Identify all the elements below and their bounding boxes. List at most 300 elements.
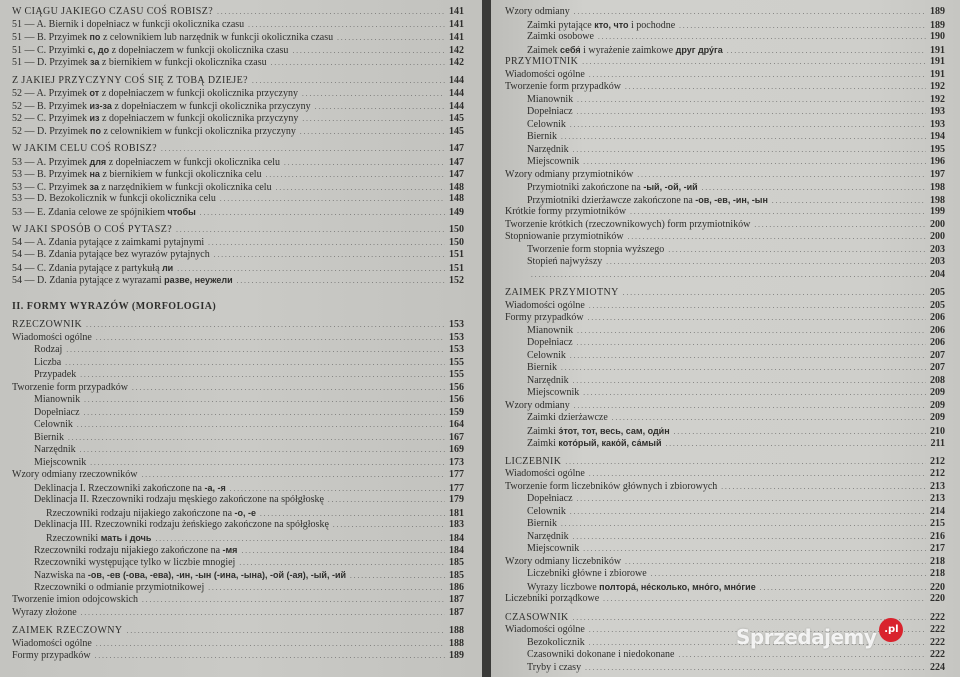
title-text: 53 — C. Przyimek bbox=[12, 181, 90, 193]
page-number: 153 bbox=[449, 331, 464, 343]
toc-entry bbox=[12, 482, 464, 495]
russian-term: кто, что bbox=[594, 19, 629, 30]
toc-entry bbox=[505, 219, 945, 232]
page-number: 191 bbox=[930, 56, 945, 67]
page-number: 156 bbox=[449, 394, 464, 405]
title-text: 51 — C. Przyimki bbox=[12, 44, 88, 56]
toc-entry-title bbox=[12, 274, 233, 288]
title-text: 52 — D. Przyimek bbox=[12, 125, 91, 137]
dot-leader bbox=[142, 594, 445, 607]
russian-term: разве, неужели bbox=[164, 275, 233, 285]
toc-entry bbox=[505, 543, 945, 556]
title-text: II. FORMY WYRAZÓW (MORFOLOGIA) bbox=[12, 300, 217, 312]
toc-entry-title bbox=[527, 156, 579, 169]
page-number: 185 bbox=[449, 570, 464, 581]
toc-entry bbox=[12, 112, 464, 125]
toc-entry-title bbox=[12, 6, 213, 19]
page-number: 148 bbox=[449, 193, 464, 204]
dot-leader bbox=[208, 582, 445, 595]
dot-leader bbox=[582, 56, 926, 69]
toc-entry-title bbox=[527, 19, 675, 33]
title-text: 54 — A. Zdania pytające z zaimkami pytajnymi bbox=[12, 236, 205, 248]
toc-entry-title bbox=[527, 387, 579, 400]
dot-leader bbox=[248, 19, 445, 32]
toc-entry-title bbox=[12, 638, 92, 651]
dot-leader bbox=[577, 325, 926, 338]
title-text: Tworzenie form przypadków bbox=[12, 381, 128, 393]
page-number: 155 bbox=[449, 356, 464, 368]
title-text: Wiadomości ogólne bbox=[505, 299, 585, 311]
toc-list-right bbox=[505, 6, 945, 674]
toc-section-heading bbox=[12, 319, 464, 332]
title-text: Miejscownik bbox=[34, 456, 87, 468]
russian-term: -а, -я bbox=[204, 482, 226, 493]
page-number: 205 bbox=[930, 299, 945, 311]
toc-entry bbox=[12, 274, 464, 287]
title-text: i wyrażenie zaimkowe bbox=[580, 44, 676, 56]
page-number: 212 bbox=[930, 455, 945, 467]
toc-entry-title bbox=[34, 519, 329, 532]
page-number: 150 bbox=[449, 236, 464, 248]
title-text: Dopełniacz bbox=[527, 493, 573, 504]
toc-entry-title bbox=[527, 637, 585, 650]
toc-entry bbox=[505, 437, 945, 450]
dot-leader bbox=[84, 407, 445, 420]
dot-leader bbox=[603, 593, 926, 606]
toc-entry-title bbox=[505, 206, 626, 219]
page-number: 203 bbox=[930, 256, 945, 267]
page-number: 191 bbox=[930, 68, 945, 80]
dot-leader bbox=[565, 456, 926, 469]
toc-entry-title bbox=[527, 350, 566, 363]
title-text: 51 — A. Biernik i dopełniacz w funkcji okolicznika czasu bbox=[12, 18, 245, 30]
toc-entry-title bbox=[505, 468, 585, 481]
title-text: Wzory odmiany rzeczowników bbox=[12, 469, 138, 480]
toc-entry bbox=[12, 44, 464, 57]
russian-term: по bbox=[89, 32, 101, 42]
toc-entry-title bbox=[12, 382, 128, 395]
page-number: 142 bbox=[449, 57, 464, 68]
page-number: 195 bbox=[930, 143, 945, 155]
toc-entry-title bbox=[505, 6, 570, 19]
toc-entry bbox=[505, 69, 945, 82]
page-number: 144 bbox=[449, 74, 464, 86]
title-text: Wiadomości ogólne bbox=[505, 68, 585, 80]
title-text: Wiadomości ogólne bbox=[505, 624, 585, 635]
toc-entry bbox=[505, 106, 945, 119]
dot-leader bbox=[574, 6, 926, 19]
dot-leader bbox=[217, 6, 445, 19]
title-text: Nazwiska na bbox=[34, 570, 88, 581]
russian-term: полтора́, не́сколько, мно́го, мно́гие bbox=[599, 581, 756, 592]
toc-entry-title bbox=[527, 94, 573, 107]
title-text: 53 — A. Przyimek bbox=[12, 156, 90, 168]
title-text: 54 — C. Zdania pytające z partykułą bbox=[12, 262, 162, 274]
page-number: 218 bbox=[930, 568, 945, 579]
toc-entry bbox=[505, 400, 945, 413]
dot-leader bbox=[570, 350, 926, 363]
title-text: Zaimki osobowe bbox=[527, 31, 594, 42]
dot-leader bbox=[577, 94, 926, 107]
title-text: z dopełniaczem w funkcji okolicznika przyczyny bbox=[111, 100, 311, 112]
title-text: Stopniowanie przymiotników bbox=[505, 231, 624, 242]
title-text: W CIĄGU JAKIEGO CZASU COŚ ROBISZ? bbox=[12, 6, 214, 17]
dot-leader bbox=[80, 444, 445, 457]
title-text: Zaimki dzierżawcze bbox=[527, 412, 608, 423]
dot-leader bbox=[271, 57, 445, 70]
toc-entry-title bbox=[12, 56, 267, 70]
title-text: Przymiotniki zakończone na bbox=[527, 182, 644, 193]
toc-entry bbox=[505, 156, 945, 169]
russian-term: ли bbox=[161, 262, 174, 273]
title-text: W JAKI SPOSÓB O COŚ PYTASZ? bbox=[12, 224, 173, 235]
dot-leader bbox=[577, 106, 926, 119]
toc-entry-title bbox=[527, 581, 756, 595]
russian-term: чтобы bbox=[167, 206, 196, 217]
page-number: 187 bbox=[449, 594, 464, 605]
title-text: Deklinacja I. Rzeczowniki zakończone na bbox=[34, 482, 205, 494]
dot-leader bbox=[589, 468, 926, 481]
toc-entry bbox=[505, 6, 945, 19]
toc-entry-title bbox=[505, 300, 585, 313]
toc-entry bbox=[12, 237, 464, 250]
title-text: Liczba bbox=[34, 356, 62, 368]
dot-leader bbox=[721, 481, 926, 494]
dot-leader bbox=[585, 662, 926, 675]
page-number: 189 bbox=[930, 6, 945, 17]
toc-entry bbox=[12, 125, 464, 138]
dot-leader bbox=[86, 319, 445, 332]
toc-entry-title bbox=[527, 325, 573, 338]
dot-leader bbox=[570, 119, 926, 132]
toc-entry-title bbox=[505, 624, 585, 637]
title-text: Liczebniki główne i zbiorowe bbox=[527, 568, 647, 579]
toc-entry-title bbox=[527, 425, 670, 439]
dot-leader bbox=[754, 219, 926, 232]
dot-leader bbox=[252, 75, 445, 88]
toc-entry-title bbox=[46, 507, 256, 521]
toc-entry-title bbox=[505, 219, 750, 232]
title-text: z narzędnikiem w funkcji okolicznika celu bbox=[98, 181, 272, 193]
page-number: 222 bbox=[930, 649, 945, 660]
toc-entry bbox=[505, 649, 945, 662]
dot-leader bbox=[328, 494, 445, 507]
title-text: Przymiotniki dzierżawcze zakończone na bbox=[527, 194, 696, 206]
part-heading bbox=[12, 301, 464, 314]
toc-entry-title bbox=[34, 494, 324, 507]
dot-leader bbox=[200, 207, 445, 220]
page-number: 193 bbox=[930, 118, 945, 130]
title-text: 51 — B. Przyimek bbox=[12, 32, 90, 43]
page-number: 167 bbox=[449, 431, 464, 443]
toc-entry-title bbox=[12, 607, 77, 620]
toc-entry bbox=[505, 593, 945, 606]
dot-leader bbox=[630, 206, 926, 219]
watermark-badge: .pl bbox=[879, 618, 903, 642]
dot-leader bbox=[651, 568, 926, 581]
toc-entry-title bbox=[527, 506, 566, 519]
russian-term: э́тот, тот, весь, сам, оди́н bbox=[558, 425, 670, 436]
dot-leader bbox=[239, 557, 445, 570]
toc-entry-title bbox=[505, 231, 624, 244]
page-number: 196 bbox=[930, 156, 945, 167]
toc-entry bbox=[505, 581, 945, 594]
toc-entry-title bbox=[527, 337, 573, 350]
title-text: Dopełniacz bbox=[527, 106, 573, 117]
toc-entry-title bbox=[505, 56, 578, 69]
dot-leader bbox=[628, 231, 926, 244]
russian-term: для bbox=[89, 156, 107, 167]
dot-leader bbox=[96, 332, 445, 345]
toc-entry-title bbox=[12, 224, 172, 237]
toc-entry-title bbox=[12, 125, 296, 139]
dot-leader bbox=[570, 506, 926, 519]
toc-entry-title bbox=[12, 75, 248, 88]
toc-entry-title bbox=[527, 44, 723, 58]
toc-entry-title bbox=[505, 612, 569, 625]
dot-leader bbox=[561, 131, 926, 144]
toc-entry-title bbox=[12, 237, 204, 250]
page-number: 199 bbox=[930, 206, 945, 217]
page-number: 164 bbox=[449, 419, 464, 430]
page-number: 190 bbox=[930, 31, 945, 42]
dot-leader bbox=[142, 469, 445, 482]
title-text: 54 — B. Zdania pytające bez wyrazów pytajnych bbox=[12, 249, 210, 260]
dot-leader bbox=[577, 337, 926, 350]
page-number: 206 bbox=[930, 312, 945, 323]
toc-entry-title bbox=[34, 544, 237, 558]
page-number: 189 bbox=[449, 650, 464, 661]
page-number: 186 bbox=[449, 581, 464, 593]
toc-entry-title bbox=[527, 531, 569, 544]
russian-term: с, до bbox=[87, 44, 110, 55]
title-text: Tworzenie imion odojcowskich bbox=[12, 594, 138, 605]
title-text: Tworzenie form przypadków bbox=[505, 81, 621, 92]
toc-entry bbox=[12, 444, 464, 457]
toc-entry-title bbox=[34, 582, 204, 595]
title-text: Miejscownik bbox=[527, 156, 580, 167]
title-text: Mianownik bbox=[527, 93, 574, 105]
title-text: Narzędnik bbox=[527, 530, 569, 542]
page-number: 209 bbox=[930, 399, 945, 411]
page-number: 169 bbox=[449, 444, 464, 455]
toc-entry bbox=[505, 337, 945, 350]
title-text: Miejscownik bbox=[527, 543, 580, 554]
page-number: 207 bbox=[930, 349, 945, 361]
title-text: Rzeczowniki o odmianie przymiotnikowej bbox=[34, 581, 205, 593]
toc-entry bbox=[12, 100, 464, 113]
toc-entry-title bbox=[12, 156, 280, 170]
russian-term: себя́ bbox=[560, 44, 581, 55]
title-text: Czasowniki dokonane i niedokonane bbox=[527, 649, 675, 660]
toc-entry bbox=[505, 568, 945, 581]
dot-leader bbox=[81, 607, 445, 620]
dot-leader bbox=[96, 638, 445, 651]
toc-entry-title bbox=[12, 249, 210, 262]
toc-entry-title bbox=[12, 650, 91, 663]
toc-entry-title bbox=[12, 87, 298, 101]
toc-entry-title bbox=[505, 593, 599, 606]
toc-entry-title bbox=[34, 569, 346, 583]
toc-entry-title bbox=[505, 400, 570, 413]
russian-term: -ов, -ев, -ин, -ын bbox=[695, 194, 768, 205]
dot-leader bbox=[668, 244, 926, 257]
dot-leader bbox=[315, 101, 445, 114]
toc-entry bbox=[12, 168, 464, 181]
toc-section-heading bbox=[12, 224, 464, 237]
toc-entry bbox=[12, 407, 464, 420]
page-number: 188 bbox=[449, 625, 464, 636]
toc-section-heading bbox=[505, 56, 945, 69]
title-text: 52 — B. Przyimek bbox=[12, 100, 90, 112]
dot-leader bbox=[674, 426, 926, 439]
page-number: 142 bbox=[449, 44, 464, 56]
page-number: 179 bbox=[449, 494, 464, 505]
toc-entry bbox=[12, 156, 464, 169]
dot-leader bbox=[284, 157, 445, 170]
toc-entry bbox=[12, 357, 464, 370]
toc-entry-title bbox=[505, 556, 621, 569]
dot-leader bbox=[292, 45, 445, 58]
page-number: 203 bbox=[930, 243, 945, 255]
dot-leader bbox=[127, 625, 445, 638]
page-number: 193 bbox=[930, 106, 945, 117]
title-text: z celownikiem w funkcji okolicznika przyczyny bbox=[100, 125, 296, 137]
page-number: 147 bbox=[449, 169, 464, 180]
toc-entry bbox=[12, 394, 464, 407]
title-text: Formy przypadków bbox=[12, 650, 91, 661]
page-number: 205 bbox=[930, 287, 945, 298]
title-text: Celownik bbox=[34, 419, 73, 430]
toc-entry bbox=[505, 269, 945, 282]
page-number: 144 bbox=[449, 88, 464, 99]
toc-entry-title bbox=[34, 432, 64, 445]
page-number: 204 bbox=[930, 268, 945, 280]
page-number: 191 bbox=[930, 44, 945, 56]
dot-leader bbox=[589, 69, 926, 82]
page-number: 151 bbox=[449, 249, 464, 260]
page-number: 177 bbox=[449, 469, 464, 480]
toc-entry bbox=[505, 300, 945, 313]
title-text: Biernik bbox=[34, 431, 64, 443]
toc-entry-title bbox=[34, 444, 76, 457]
page-number: 218 bbox=[930, 555, 945, 567]
page-number: 188 bbox=[449, 637, 464, 649]
toc-entry-title bbox=[12, 193, 216, 206]
page-number: 198 bbox=[930, 182, 945, 193]
title-text: Rzeczowniki bbox=[46, 532, 101, 544]
title-text: Tworzenie form stopnia wyższego bbox=[527, 243, 665, 255]
toc-entry-title bbox=[505, 169, 633, 182]
russian-term: по bbox=[90, 125, 101, 136]
toc-entry bbox=[12, 344, 464, 357]
toc-entry-title bbox=[12, 143, 157, 156]
toc-entry bbox=[505, 387, 945, 400]
title-text: z dopełniaczem w funkcji okolicznika celu bbox=[106, 156, 281, 168]
title-text: Wiadomości ogólne bbox=[12, 331, 92, 343]
dot-leader bbox=[561, 362, 926, 375]
toc-entry bbox=[505, 350, 945, 363]
page-number: 220 bbox=[930, 593, 945, 604]
toc-section-heading bbox=[505, 287, 945, 300]
toc-entry bbox=[12, 469, 464, 482]
title-text: Biernik bbox=[527, 518, 557, 529]
dot-leader bbox=[176, 224, 445, 237]
dot-leader bbox=[84, 394, 445, 407]
toc-entry-title bbox=[527, 568, 647, 581]
page-number: 222 bbox=[930, 611, 945, 623]
toc-entry-title bbox=[34, 357, 61, 370]
toc-entry bbox=[12, 382, 464, 395]
toc-entry-title bbox=[34, 457, 86, 470]
title-text: ZAIMEK PRZYMIOTNY bbox=[505, 287, 619, 298]
toc-section-heading bbox=[505, 456, 945, 469]
toc-entry-title bbox=[505, 456, 561, 469]
dot-leader bbox=[208, 237, 445, 250]
page-number: 211 bbox=[930, 438, 945, 449]
toc-entry-title bbox=[34, 394, 80, 407]
title-text: 53 — E. Zdania celowe ze spójnikiem bbox=[12, 206, 168, 218]
toc-entry bbox=[505, 493, 945, 506]
page-number: 155 bbox=[449, 369, 464, 380]
toc-entry-title bbox=[12, 19, 244, 32]
toc-entry-title bbox=[527, 662, 581, 675]
toc-entry bbox=[12, 19, 464, 32]
toc-entry bbox=[505, 181, 945, 194]
toc-entry-title bbox=[34, 482, 226, 496]
toc-entry-title bbox=[12, 319, 82, 332]
toc-entry bbox=[505, 119, 945, 132]
title-text: Tworzenie krótkich (rzeczownikowych) form przymiotników bbox=[505, 218, 751, 230]
title-text: Narzędnik bbox=[34, 444, 76, 455]
dot-leader bbox=[66, 344, 445, 357]
toc-entry bbox=[505, 19, 945, 32]
dot-leader bbox=[637, 169, 926, 182]
page-number: 156 bbox=[449, 381, 464, 393]
dot-leader bbox=[531, 269, 926, 282]
title-text: Dopełniacz bbox=[34, 406, 80, 418]
title-text: ZAIMEK RZECZOWNY bbox=[12, 625, 123, 636]
dot-leader bbox=[161, 143, 445, 156]
russian-term: из-за bbox=[89, 100, 112, 111]
toc-entry-title bbox=[12, 469, 138, 482]
dot-leader bbox=[300, 126, 445, 139]
toc-entry bbox=[505, 256, 945, 269]
toc-entry bbox=[12, 494, 464, 507]
title-text: Miejscownik bbox=[527, 387, 580, 398]
title-text: Biernik bbox=[527, 362, 557, 373]
toc-entry-title bbox=[34, 369, 76, 382]
toc-entry bbox=[12, 31, 464, 44]
toc-entry bbox=[12, 249, 464, 262]
title-text: Celownik bbox=[527, 349, 566, 361]
watermark-logo: Sprzedajemy bbox=[736, 625, 877, 649]
toc-entry bbox=[505, 425, 945, 438]
russian-term: -о, -е bbox=[234, 507, 257, 518]
title-text: z biernikiem w funkcji okolicznika czasu bbox=[99, 57, 267, 68]
dot-leader bbox=[573, 375, 926, 388]
dot-leader bbox=[333, 519, 445, 532]
toc-entry-title bbox=[34, 344, 62, 357]
page-number: 185 bbox=[449, 556, 464, 568]
page-number: 181 bbox=[449, 507, 464, 519]
page-number: 206 bbox=[930, 324, 945, 336]
title-text: 51 — D. Przyimek bbox=[12, 57, 91, 68]
dot-leader bbox=[77, 419, 445, 432]
page-number: 177 bbox=[449, 482, 464, 494]
title-text: Narzędnik bbox=[527, 143, 569, 155]
toc-entry bbox=[12, 206, 464, 219]
